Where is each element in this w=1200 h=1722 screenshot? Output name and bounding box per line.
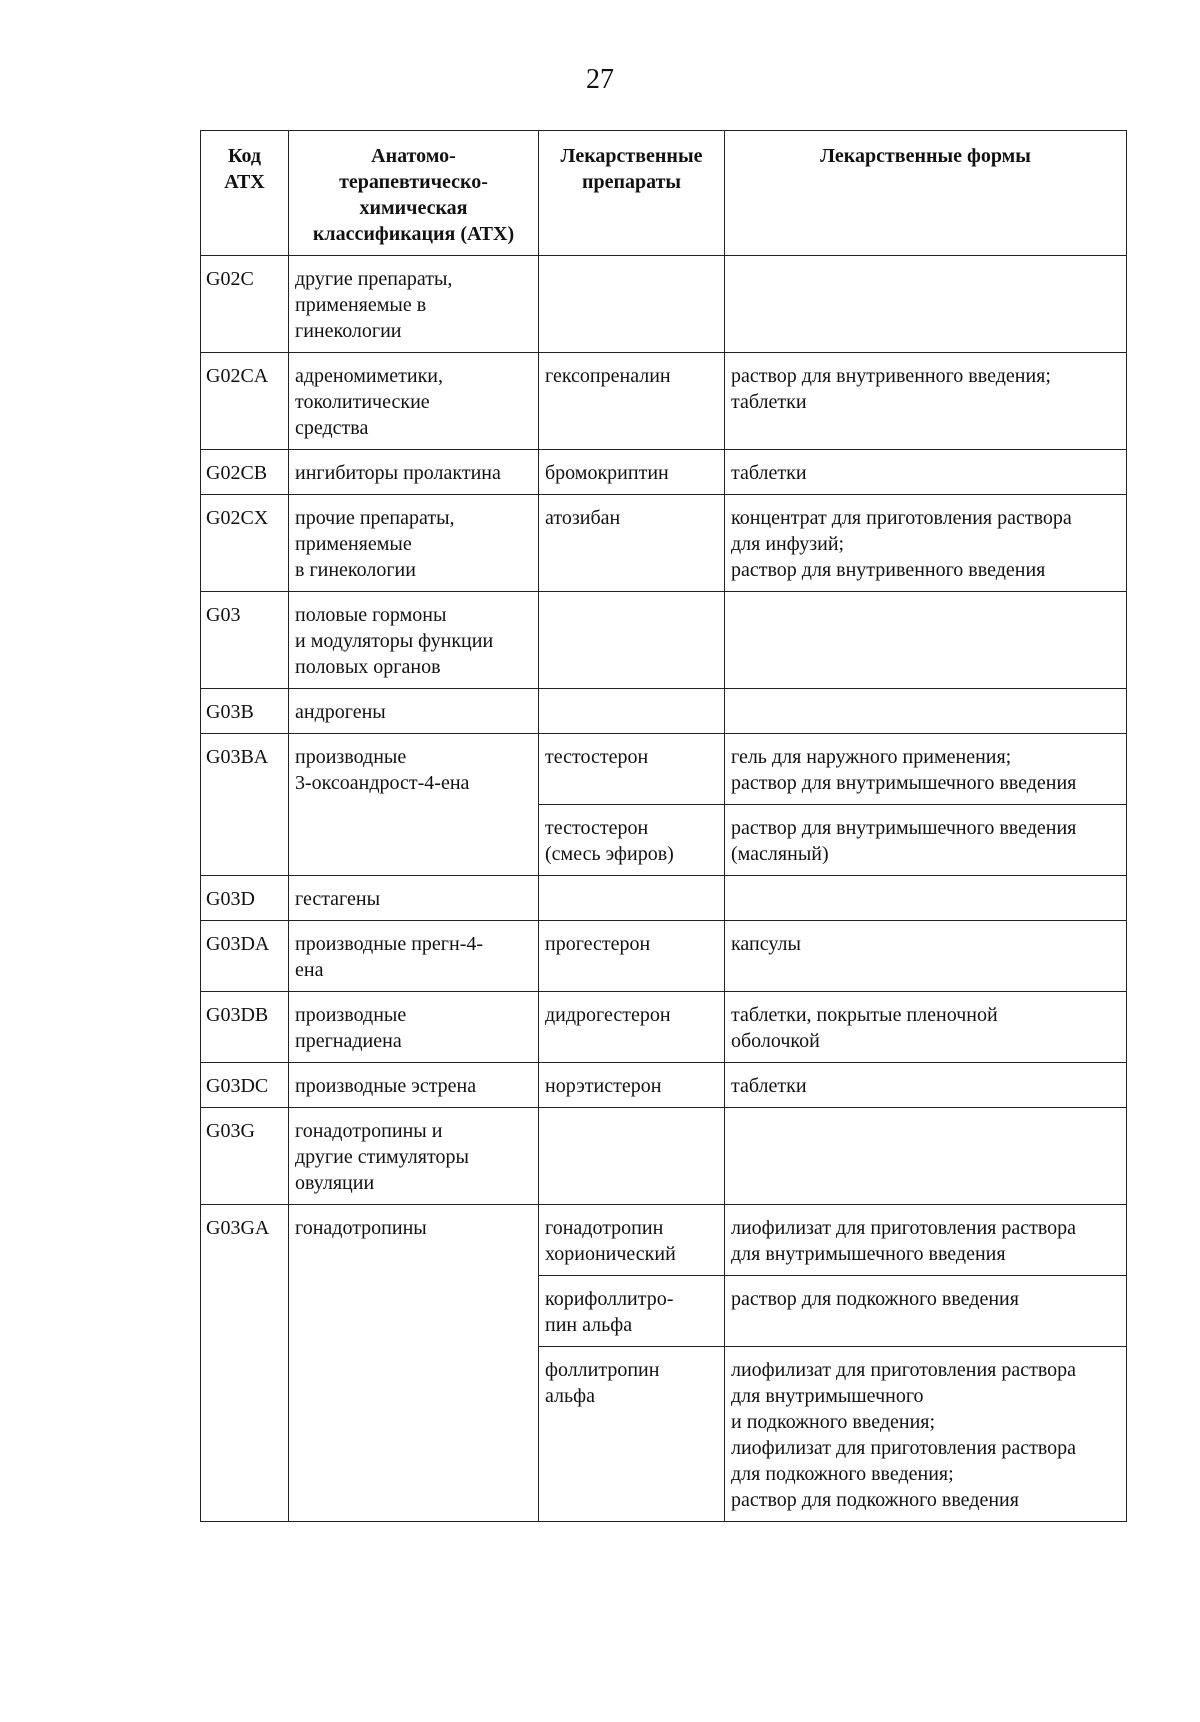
table-row [201, 353, 1127, 450]
atx-code-cell: G03BA [201, 734, 289, 876]
text-line: химическая [359, 197, 468, 219]
text-line: для внутримышечного введения [731, 1243, 1006, 1265]
classification-cell [289, 353, 539, 450]
form-cell [725, 992, 1127, 1063]
text-line: фоллитропин [545, 1359, 660, 1381]
text-line: гонадотропины и [295, 1120, 443, 1142]
text-line: гонадотропин [545, 1217, 664, 1239]
form-cell [725, 1063, 1127, 1108]
text-line: раствор для внутривенного введения [731, 559, 1046, 581]
form-cell [725, 592, 1127, 689]
header-code [201, 131, 289, 256]
form-cell [725, 921, 1127, 992]
text-line: атозибан [545, 507, 621, 529]
text-line: Лекарственные [560, 145, 703, 167]
text-line: гель для наружного применения; [731, 746, 1012, 768]
table-row [201, 1205, 1127, 1276]
drug-cell [539, 592, 725, 689]
table-row [201, 450, 1127, 495]
text-line: ена [295, 959, 324, 981]
text-line: гестагены [295, 888, 381, 910]
classification-cell [289, 876, 539, 921]
atx-code-cell: G03DC [201, 1063, 289, 1108]
text-line: для внутримышечного [731, 1385, 924, 1407]
form-cell [725, 256, 1127, 353]
classification-cell [289, 1063, 539, 1108]
header-drugs [539, 131, 725, 256]
atx-code-cell: G03DB [201, 992, 289, 1063]
table-row [201, 256, 1127, 353]
classification-cell [289, 734, 539, 876]
classification-cell [289, 450, 539, 495]
classification-cell [289, 992, 539, 1063]
text-line: Лекарственные формы [820, 145, 1031, 167]
classification-cell [289, 1108, 539, 1205]
text-line: тестостерон [545, 817, 649, 839]
drug-cell [539, 992, 725, 1063]
drug-cell [539, 734, 725, 805]
drug-cell [539, 256, 725, 353]
text-line: лиофилизат для приготовления раствора [731, 1359, 1077, 1381]
text-line: раствор для внутримышечного введения [731, 772, 1077, 794]
table-row [201, 689, 1127, 734]
form-cell [725, 876, 1127, 921]
table-row [201, 1063, 1127, 1108]
text-line: раствор для внутримышечного введения [731, 817, 1077, 839]
table-header [201, 131, 1127, 256]
text-line: терапевтическо- [339, 171, 488, 193]
text-line: для инфузий; [731, 533, 845, 555]
text-line: бромокриптин [545, 462, 669, 484]
drug-cell [539, 921, 725, 992]
atx-code-cell: G03GA [201, 1205, 289, 1522]
classification-cell [289, 256, 539, 353]
form-cell [725, 450, 1127, 495]
text-line: другие препараты, [295, 268, 453, 290]
atx-code-cell: G03 [201, 592, 289, 689]
table-row [201, 876, 1127, 921]
text-line: таблетки [731, 1075, 807, 1097]
text-line: норэтистерон [545, 1075, 662, 1097]
drug-cell [539, 1108, 725, 1205]
table-row [201, 921, 1127, 992]
text-line: применяемые [295, 533, 412, 555]
drug-cell [539, 353, 725, 450]
drug-cell [539, 495, 725, 592]
text-line: хорионический [545, 1243, 676, 1265]
text-line: производные [295, 1004, 407, 1026]
text-line: и модуляторы функции [295, 630, 494, 652]
drug-cell [539, 1276, 725, 1347]
text-line: в гинекологии [295, 559, 416, 581]
drug-cell [539, 1347, 725, 1522]
text-line: раствор для подкожного введения [731, 1288, 1019, 1310]
text-line: андрогены [295, 701, 386, 723]
text-line: таблетки [731, 462, 807, 484]
drug-cell [539, 450, 725, 495]
text-line: для подкожного введения; [731, 1463, 954, 1485]
text-line: прегнадиена [295, 1030, 402, 1052]
text-line: гексопреналин [545, 365, 671, 387]
text-line: тестостерон [545, 746, 649, 768]
drug-cell [539, 805, 725, 876]
text-line: оболочкой [731, 1030, 820, 1052]
table-row [201, 495, 1127, 592]
header-forms [725, 131, 1127, 256]
classification-cell [289, 921, 539, 992]
drug-cell [539, 1205, 725, 1276]
classification-cell [289, 689, 539, 734]
text-line: другие стимуляторы [295, 1146, 469, 1168]
text-line: применяемые в [295, 294, 427, 316]
text-line: адреномиметики, [295, 365, 444, 387]
text-line: средства [295, 417, 369, 439]
text-line: Анатомо- [371, 145, 456, 167]
classification-cell [289, 1205, 539, 1522]
drug-cell [539, 1063, 725, 1108]
text-line: препараты [581, 171, 682, 193]
form-cell [725, 353, 1127, 450]
text-line: дидрогестерон [545, 1004, 671, 1026]
atx-code-cell: G02CX [201, 495, 289, 592]
form-cell [725, 495, 1127, 592]
atx-code-cell: G03G [201, 1108, 289, 1205]
text-line: (смесь эфиров) [545, 843, 674, 865]
form-cell [725, 689, 1127, 734]
classification-cell [289, 495, 539, 592]
text-line: корифоллитро- [545, 1288, 674, 1310]
text-line: (масляный) [731, 843, 829, 865]
text-line: и подкожного введения; [731, 1411, 936, 1433]
atx-code-cell: G02CA [201, 353, 289, 450]
classification-cell [289, 592, 539, 689]
text-line: АТХ [224, 171, 265, 193]
table-row [201, 734, 1127, 805]
table-row [201, 992, 1127, 1063]
drug-cell [539, 876, 725, 921]
text-line: альфа [545, 1385, 595, 1407]
text-line: половых органов [295, 656, 441, 678]
text-line: лиофилизат для приготовления раствора [731, 1437, 1077, 1459]
atx-code-cell: G03DA [201, 921, 289, 992]
text-line: производные [295, 746, 407, 768]
header-classification [289, 131, 539, 256]
drug-cell [539, 689, 725, 734]
text-line: прогестерон [545, 933, 651, 955]
text-line: гонадотропины [295, 1217, 427, 1239]
text-line: концентрат для приготовления раствора [731, 507, 1072, 529]
form-cell [725, 1205, 1127, 1276]
text-line: таблетки, покрытые пленочной [731, 1004, 998, 1026]
text-line: производные прегн-4- [295, 933, 484, 955]
text-line: гинекологии [295, 320, 402, 342]
form-cell [725, 805, 1127, 876]
text-line: ингибиторы пролактина [295, 462, 501, 484]
form-cell [725, 1276, 1127, 1347]
text-line: половые гормоны [295, 604, 447, 626]
table-row [201, 592, 1127, 689]
atx-code-cell: G02C [201, 256, 289, 353]
text-line: капсулы [731, 933, 801, 955]
text-line: лиофилизат для приготовления раствора [731, 1217, 1077, 1239]
atx-code-cell: G03B [201, 689, 289, 734]
text-line: прочие препараты, [295, 507, 455, 529]
text-line: пин альфа [545, 1314, 633, 1336]
form-cell [725, 1347, 1127, 1522]
text-line: 3-оксоандрост-4-ена [295, 772, 470, 794]
text-line: классификация (АТХ) [312, 223, 515, 245]
table-body [201, 256, 1127, 1522]
text-line: производные эстрена [295, 1075, 477, 1097]
form-cell [725, 734, 1127, 805]
text-line: таблетки [731, 391, 807, 413]
form-cell [725, 1108, 1127, 1205]
text-line: овуляции [295, 1172, 375, 1194]
text-line: раствор для подкожного введения [731, 1489, 1019, 1511]
atx-code-cell: G02CB [201, 450, 289, 495]
text-line: Код [227, 145, 262, 167]
text-line: токолитические [295, 391, 430, 413]
text-line: раствор для внутривенного введения; [731, 365, 1051, 387]
page-number: 27 [586, 64, 614, 95]
atx-table [200, 130, 1127, 1522]
header-row [201, 131, 1127, 256]
table-row [201, 1108, 1127, 1205]
atx-code-cell: G03D [201, 876, 289, 921]
